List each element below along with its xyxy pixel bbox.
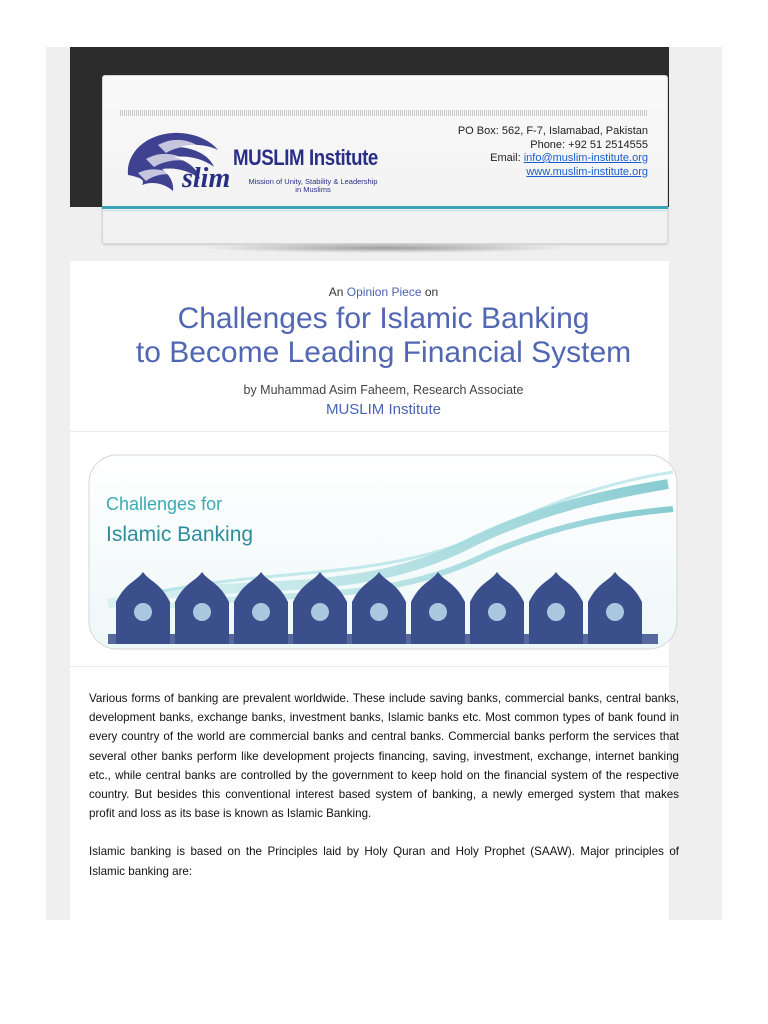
contact-block — [420, 125, 648, 179]
intro-accent: Opinion Piece — [346, 285, 422, 299]
article-title-line2: to Become Leading Financial System — [135, 336, 632, 369]
article-title — [70, 302, 697, 370]
logo-tagline-line1: Mission of Unity, Stability & Leadership — [248, 177, 378, 186]
website-link[interactable]: www.muslim-institute.org — [526, 165, 648, 178]
article-intro — [70, 285, 697, 299]
banner-title-line1: Challenges for — [106, 494, 223, 514]
header-dotted-divider — [120, 110, 647, 116]
svg-text:slim: slim — [182, 163, 231, 194]
body-paragraph: Islamic banking is based on the Principles laid by Holy Quran and Holy Prophet (SAAW). Major principles of Islamic banking are: — [89, 845, 679, 878]
contact-address: PO Box: 562, F-7, Islamabad, Pakistan — [457, 125, 648, 137]
contact-phone: Phone: +92 51 2514555 — [530, 138, 648, 151]
section-divider — [70, 431, 669, 432]
article-body — [89, 689, 679, 900]
header-teal-rule — [102, 206, 668, 209]
logo-title: MUSLIM Institute — [233, 145, 378, 170]
section-divider-2 — [70, 666, 669, 667]
intro-suffix: on — [421, 285, 439, 299]
email-link[interactable]: info@muslim-institute.org — [523, 152, 648, 164]
article-title-line1: Challenges for Islamic Banking — [177, 302, 590, 335]
article-organization: MUSLIM Institute — [325, 401, 442, 418]
banner-title-line2: Islamic Banking — [106, 523, 254, 546]
logo-tagline-line2: in Muslims — [295, 185, 331, 194]
logo-tagline — [233, 178, 393, 194]
banner-image — [88, 454, 678, 652]
intro-prefix: An — [328, 285, 347, 299]
header-shadow — [200, 243, 570, 253]
header-teal-rule-light — [102, 210, 668, 211]
body-paragraph: Various forms of banking are prevalent worldwide. These include saving banks, commercial banks, central banks, development banks, exchange banks, investment banks, Islamic banks etc. Most common types of bank found in every country of the world are commercial banks and central banks. Commercial banks perform the services that several other banks perform like development projects financing, saving, investment, exchange, internet banking etc., while central banks are controlled by the government to keep hold on the financial system of the respective country. But besides this conventional interest based system of banking, a newly emerged system that makes profit and loss as its base is known as Islamic Banking. — [89, 692, 679, 821]
contact-email-row — [420, 152, 648, 166]
contact-email-label: Email: — [490, 152, 524, 164]
article-byline: by Muhammad Asim Faheem, Research Associate — [243, 383, 524, 397]
